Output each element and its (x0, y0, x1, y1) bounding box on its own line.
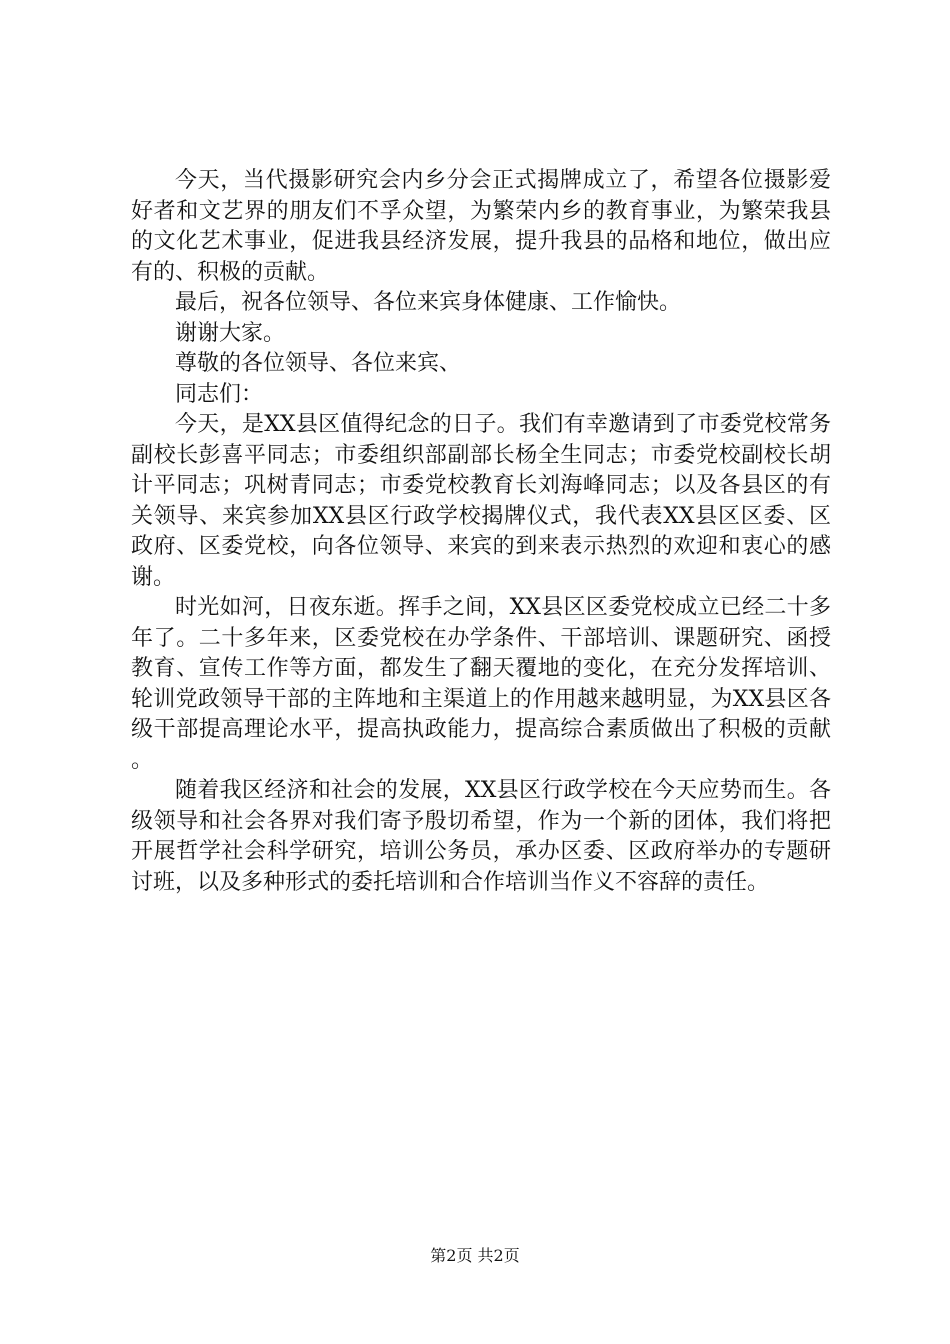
document-body (131, 166, 831, 898)
paragraph-3: 谢谢大家。 (175, 320, 286, 346)
paragraph-8: 随着我区经济和社会的发展，XX县区行政学校在今天应势而生。各级领导和社会各界对我们寄予殷切希望，作为一个新的团体，我们将把开展哲学社会科学研究，培训公务员，承办区委、区政府举办的专题研讨班，以及多种形式的委托培训和合作培训当作义不容辞的责任。 (131, 778, 831, 895)
paragraph-4: 尊敬的各位领导、各位来宾、 (175, 351, 462, 376)
paragraph-6: 今天，是XX县区值得纪念的日子。我们有幸邀请到了市委党校常务副校长彭喜平同志；市委组织部副部长杨全生同志；市委党校副校长胡计平同志；巩树青同志；市委党校教育长刘海峰同志；以及各县区的有关领导、来宾参加XX县区行政学校揭牌仪式，我代表XX县区区委、区政府、区委党校，向各位领导、来宾的到来表示热烈的欢迎和衷心的感谢。 (131, 412, 831, 590)
paragraph-7: 时光如河，日夜东逝。挥手之间，XX县区区委党校成立已经二十多年了。二十多年来，区委党校在办学条件、干部培训、课题研究、函授教育、宣传工作等方面，都发生了翻天覆地的变化，在充分发挥培训、轮训党政领导干部的主阵地和主渠道上的作用越来越明显，为XX县区各级干部提高理论水平，提高执政能力，提高综合素质做出了积极的贡献。 (131, 595, 831, 773)
paragraph-1: 今天，当代摄影研究会内乡分会正式揭牌成立了，希望各位摄影爱好者和文艺界的朋友们不孚众望，为繁荣内乡的教育事业，为繁荣我县的文化艺术事业，促进我县经济发展，提升我县的品格和地位，做出应有的、积极的贡献。 (131, 168, 831, 285)
paragraph-2: 最后，祝各位领导、各位来宾身体健康、工作愉快。 (175, 290, 682, 315)
paragraph-5: 同志们： (175, 381, 264, 407)
page-number-footer: 第2页 共2页 (430, 1246, 520, 1265)
